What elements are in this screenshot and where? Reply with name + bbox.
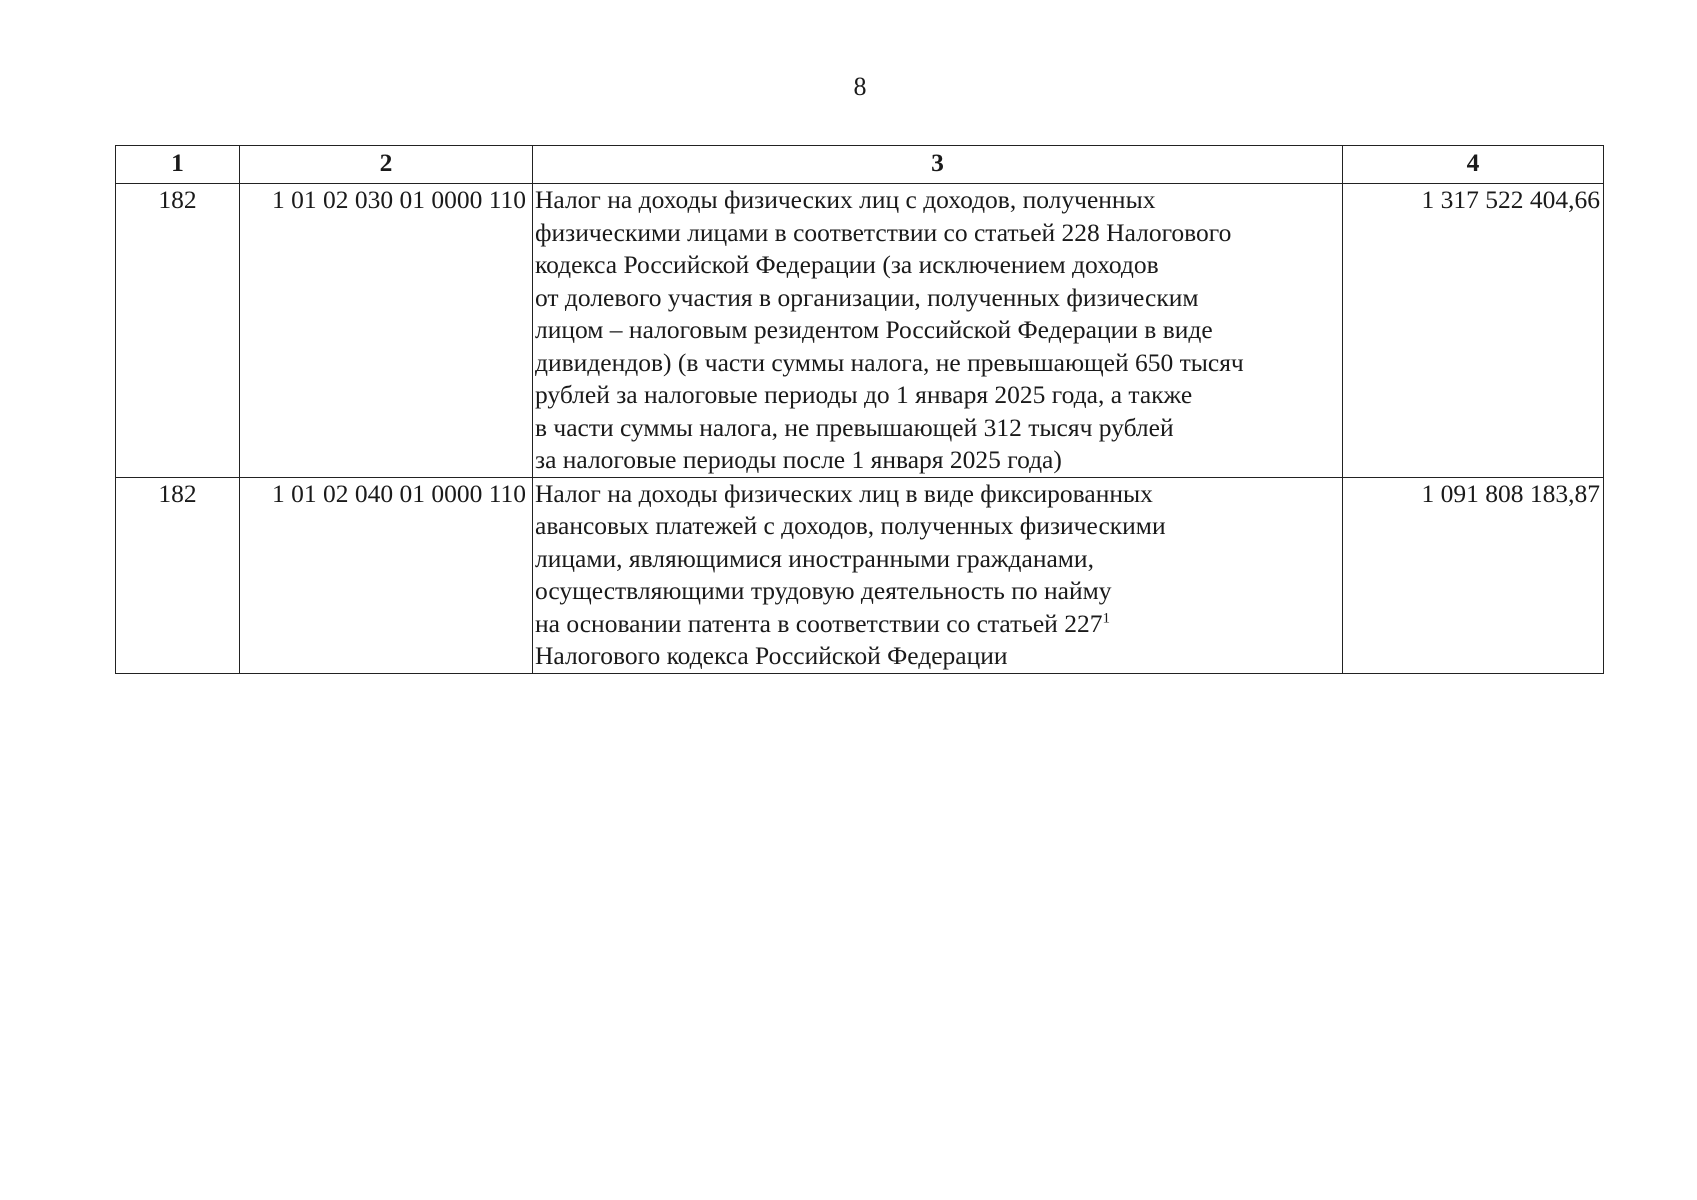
description-line: Налогового кодекса Российской Федерации xyxy=(535,641,1008,670)
footnote-superscript: 1 xyxy=(1102,610,1110,626)
header-col-3: 3 xyxy=(533,146,1343,184)
description-line: лицами, являющимися иностранными гражданами, xyxy=(535,543,1094,573)
table-header-row xyxy=(116,146,1604,184)
table-row xyxy=(116,184,1604,478)
page-number: 8 xyxy=(853,72,867,101)
budget-code-cell: 1 01 02 030 01 0000 110 xyxy=(240,184,533,478)
admin-code-cell: 182 xyxy=(116,477,240,673)
description-line-text: на основании патента в соответствии со статьей 227 xyxy=(535,608,1103,638)
header-col-4: 4 xyxy=(1343,146,1604,184)
budget-code-cell: 1 01 02 040 01 0000 110 xyxy=(240,477,533,673)
header-col-2: 2 xyxy=(240,146,533,184)
admin-code-cell: 182 xyxy=(116,184,240,478)
description-line: за налоговые периоды после 1 января 2025 года) xyxy=(535,445,1062,474)
description-line: физическими лицами в соответствии со статьей 228 Налогового xyxy=(535,217,1232,247)
description-line: авансовых платежей с доходов, полученных физическими xyxy=(535,511,1166,540)
description-line: от долевого участия в организации, полученных физическим xyxy=(535,282,1199,312)
description-line: осуществляющими трудовую деятельность по найму xyxy=(535,576,1112,605)
amount-cell: 1 317 522 404,66 xyxy=(1343,184,1604,478)
description-line: Налог на доходы физических лиц с доходов, полученных xyxy=(535,185,1156,214)
header-col-1: 1 xyxy=(116,146,240,184)
table-row xyxy=(116,477,1604,673)
description-line: Налог на доходы физических лиц в виде фиксированных xyxy=(535,478,1153,508)
description-line: кодекса Российской Федерации (за исключением доходов xyxy=(535,250,1159,279)
description-line: рублей за налоговые периоды до 1 января 2025 года, а также xyxy=(535,380,1193,409)
description-line: дивидендов) (в части суммы налога, не превышающей 650 тысяч xyxy=(535,347,1244,377)
description-cell xyxy=(533,477,1343,673)
revenue-table xyxy=(115,145,1604,674)
description-line-with-footnote xyxy=(535,608,1339,641)
description-line: в части суммы налога, не превышающей 312 тысяч рублей xyxy=(535,412,1174,442)
description-line: лицом – налоговым резидентом Российской Федерации в виде xyxy=(535,315,1213,344)
description-cell xyxy=(533,184,1343,478)
amount-cell: 1 091 808 183,87 xyxy=(1343,477,1604,673)
